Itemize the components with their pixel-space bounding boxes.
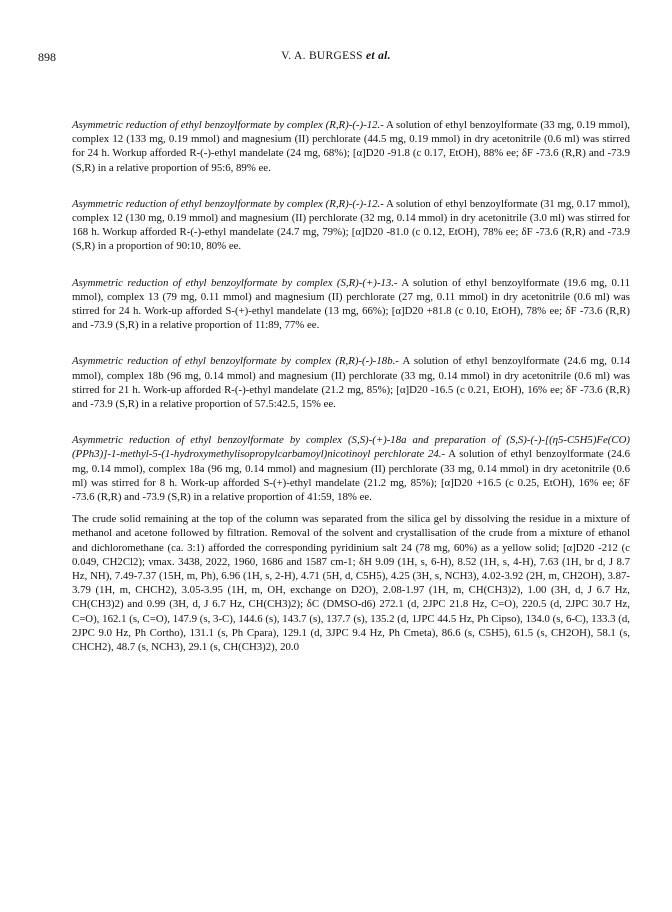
paragraph-title: Asymmetric reduction of ethyl benzoylformate by complex (R,R)-(-)-12.- <box>72 119 384 131</box>
paragraph-3 <box>72 276 630 333</box>
paragraph-5 <box>72 433 630 504</box>
paragraph-6 <box>72 512 630 654</box>
paragraph-text: A solution of ethyl benzoylformate (24.6 mg, 0.14 mmol), complex 18b (96 mg, 0.14 mmol) and magnesium (II) perchlorate (33 mg, 0.14 mmol) in dry acetonitrile (0.6 ml) was stirred for 21 h. Work-up afforded R-(-)-ethyl mandelate (21.2 mg, 85%); [α]D20 -16.5 (c 0.21, EtOH), 16% ee; δF -73.6 (R,R) and -73.9 (S,R) in a relative proportion of 57.5:42.5, 15% ee. <box>72 355 631 411</box>
paragraph-2 <box>72 197 630 254</box>
paragraph-text: The crude solid remaining at the top of the column was separated from the silica gel by dissolving the residue in a mixture of methanol and acetone followed by filtration. Removal of the solvent and crystallisation of the crude from a mixture of ethanol and dichloromethane (ca. 3:1) afforded the corresponding pyridinium salt 24 (78 mg, 60%) as a yellow solid; [α]D20 -212 (c 0.049, CH2Cl2); νmax. 3438, 2022, 1960, 1686 and 1587 cm-1; δH 9.09 (1H, s, 6-H), 8.52 (1H, s, 4-H), 7.63 (1H, br d, J 8.7 Hz, NH), 7.49-7.37 (15H, m, Ph), 6.96 (1H, s, 2-H), 4.71 (5H, d, C5H5), 4.25 (3H, s, NCH3), 4.02-3.92 (2H, m, CH2OH), 3.87-3.79 (1H, m, CHCH2), 3.05-3.95 (1H, m, OH, exchange on D2O), 2.08-1.97 (1H, m, CH(CH3)2), 1.00 (3H, d, J 6.7 Hz, CH(CH3)2) and 0.99 (3H, d, J 6.7 Hz, CH(CH3)2); δC (DMSO-d6) 272.1 (d, 2JPC 21.8 Hz, C=O), 220.5 (d, 2JPC 30.7 Hz, C=O), 162.1 (s, C=O), 147.9 (s, 3-C), 144.6 (s), 143.7 (s), 137.7 (s), 135.2 (d, 1JPC 44.5 Hz, Ph Cipso), 134.0 (s, 6-C), 133.3 (d, 2JPC 9.0 Hz, Ph Cortho), 131.1 (s, Ph Cpara), 129.1 (d, 3JPC 9.4 Hz, Ph Cmeta), 86.6 (s, C5H5), 61.5 (s, CH2OH), 58.1 (s, CHCH2), 48.7 (s, NCH3), 29.1 (s, CH(CH3)2), 20.0 <box>72 513 630 654</box>
running-head-etal: et al. <box>366 50 391 62</box>
paragraph-text: A solution of ethyl benzoylformate (24.6 mg, 0.14 mmol), complex 18a (96 mg, 0.14 mmol) and magnesium (II) perchlorate (33 mg, 0.14 mmol) in dry acetonitrile (0.6 ml) was stirred for 8 h. Work-up afforded S-(+)-ethyl mandelate (21.2 mg, 85%); [α]D20 +16.5 (c 0.25, EtOH), 16% ee; δF -73.6 (R,R) and -73.9 (S,R) in a relative proportion of 41:59, 18% ee. <box>72 448 630 504</box>
paragraph-text: A solution of ethyl benzoylformate (19.6 mg, 0.11 mmol), complex 13 (79 mg, 0.11 mmol) and magnesium (II) perchlorate (27 mg, 0.11 mmol) in dry acetonitrile (0.6 ml) was stirred for 24 h. Work-up afforded S-(+)-ethyl mandelate (13 mg, 66%); [α]D20 +81.8 (c 0.10, EtOH), 78% ee; δF -73.6 (R,R) and -73.9 (S,R) in a relative proportion of 11:89, 77% ee. <box>72 276 630 332</box>
article-body <box>72 118 630 654</box>
running-head-author: V. A. BURGESS <box>281 50 363 62</box>
paragraph-text: A solution of ethyl benzoylformate (33 mg, 0.19 mmol), complex 12 (133 mg, 0.19 mmol) and magnesium (II) perchlorate (44.5 mg, 0.19 mmol) in dry acetonitrile (0.6 ml) was stirred for 24 h. Workup afforded R-(-)-ethyl mandelate (24 mg, 68%); [α]D20 -91.8 (c 0.17, EtOH), 88% ee; δF -73.6 (R,R) and -73.9 (S,R) in a relative proportion of 95:6, 89% ee. <box>72 119 630 174</box>
paragraph-title: Asymmetric reduction of ethyl benzoylformate by complex (S,S)-(+)-18a and preparation of (S,S)-(-)-[(η5-C5H5)Fe(CO)(PPh3)]-1-methyl-5-(1-hydroxymethylisopropylcarbamoyl)nicotinoyl perchlorate 24.- <box>72 434 630 461</box>
page-number: 898 <box>38 50 56 64</box>
paragraph-4 <box>72 354 630 411</box>
paragraph-title: Asymmetric reduction of ethyl benzoylformate by complex (R,R)-(-)-12.- <box>72 197 384 210</box>
paragraph-title: Asymmetric reduction of ethyl benzoylformate by complex (S,R)-(+)-13.- <box>72 276 398 289</box>
paragraph-1 <box>72 118 630 175</box>
running-head <box>0 50 672 62</box>
paragraph-text: A solution of ethyl benzoylformate (31 mg, 0.17 mmol), complex 12 (130 mg, 0.19 mmol) and magnesium (II) perchlorate (32 mg, 0.14 mmol) in dry acetonitrile (3.0 ml) was stirred for 168 h. Workup afforded R-(-)-ethyl mandelate (24.7 mg, 79%); [α]D20 -81.0 (c 0.12, EtOH), 78% ee; δF -73.6 (R,R) and -73.9 (S,R) in a proportion of 90:10, 80% ee. <box>72 197 630 253</box>
paragraph-title: Asymmetric reduction of ethyl benzoylformate by complex (R,R)-(-)-18b.- <box>72 355 399 368</box>
